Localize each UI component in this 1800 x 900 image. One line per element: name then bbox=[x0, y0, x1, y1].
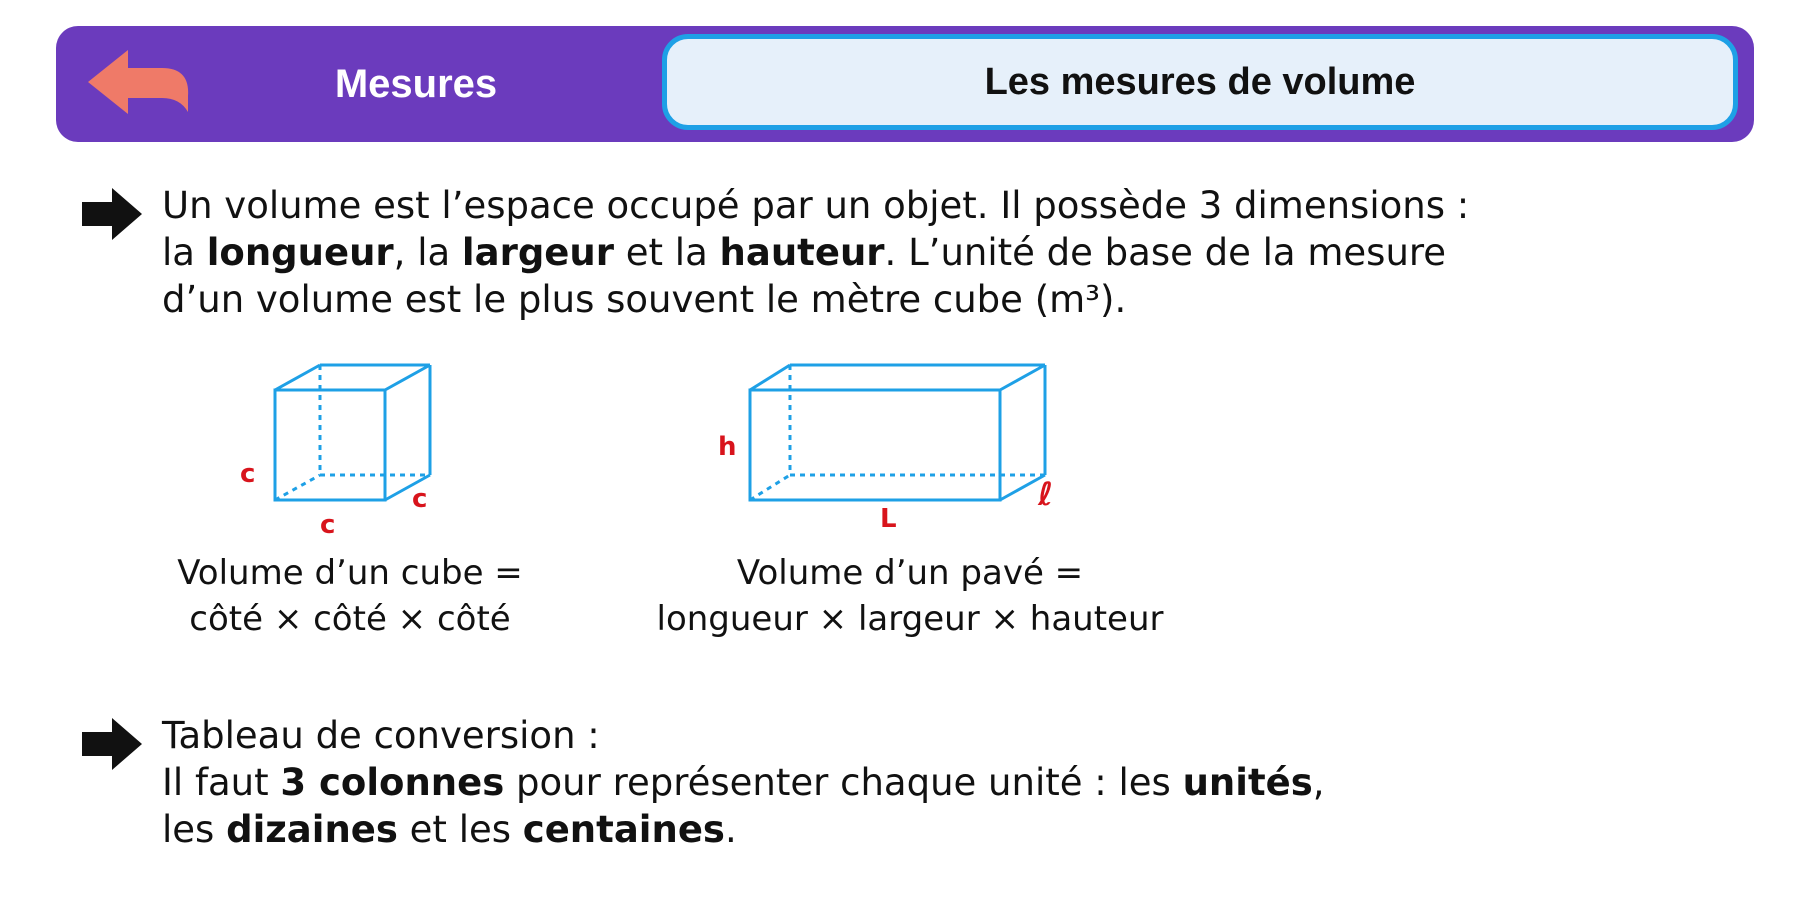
cube-caption bbox=[140, 550, 560, 642]
conversion-line-3: les dizaines et les centaines. bbox=[162, 808, 737, 851]
back-arrow-icon bbox=[84, 44, 196, 124]
cube-figure bbox=[230, 355, 450, 545]
right-arrow-icon bbox=[80, 716, 144, 772]
lesson-title: Les mesures de volume bbox=[662, 34, 1738, 130]
cube-caption-line-1: Volume d’un cube = bbox=[177, 553, 523, 593]
cube-label-left: c bbox=[240, 459, 256, 489]
definition-line-3: d’un volume est le plus souvent le mètre cube (m³). bbox=[162, 278, 1127, 321]
header-bar bbox=[56, 26, 1754, 142]
section-title: Mesures bbox=[334, 61, 498, 106]
definition-line-1: Un volume est l’espace occupé par un objet. Il possède 3 dimensions : bbox=[162, 184, 1470, 227]
pave-label-length: L bbox=[880, 504, 897, 534]
back-button[interactable] bbox=[84, 44, 196, 124]
cube-caption-line-2: côté × côté × côté bbox=[189, 599, 511, 639]
pave-label-width: ℓ bbox=[1038, 475, 1054, 513]
definition-line-2: la longueur, la largeur et la hauteur. L’unité de base de la mesure bbox=[162, 231, 1447, 274]
cube-label-right: c bbox=[412, 484, 428, 514]
pave-caption-line-1: Volume d’un pavé = bbox=[736, 553, 1084, 593]
pave-figure bbox=[700, 355, 1080, 545]
conversion-text bbox=[162, 712, 1662, 853]
pave-caption-line-2: longueur × largeur × hauteur bbox=[656, 599, 1164, 639]
right-arrow-icon bbox=[80, 186, 144, 242]
pave-label-height: h bbox=[718, 432, 737, 462]
cube-label-bottom: c bbox=[320, 510, 336, 540]
conversion-line-1: Tableau de conversion : bbox=[162, 714, 600, 757]
definition-text bbox=[162, 182, 1662, 323]
pave-caption bbox=[630, 550, 1190, 642]
conversion-line-2: Il faut 3 colonnes pour représenter chaque unité : les unités, bbox=[162, 761, 1325, 804]
